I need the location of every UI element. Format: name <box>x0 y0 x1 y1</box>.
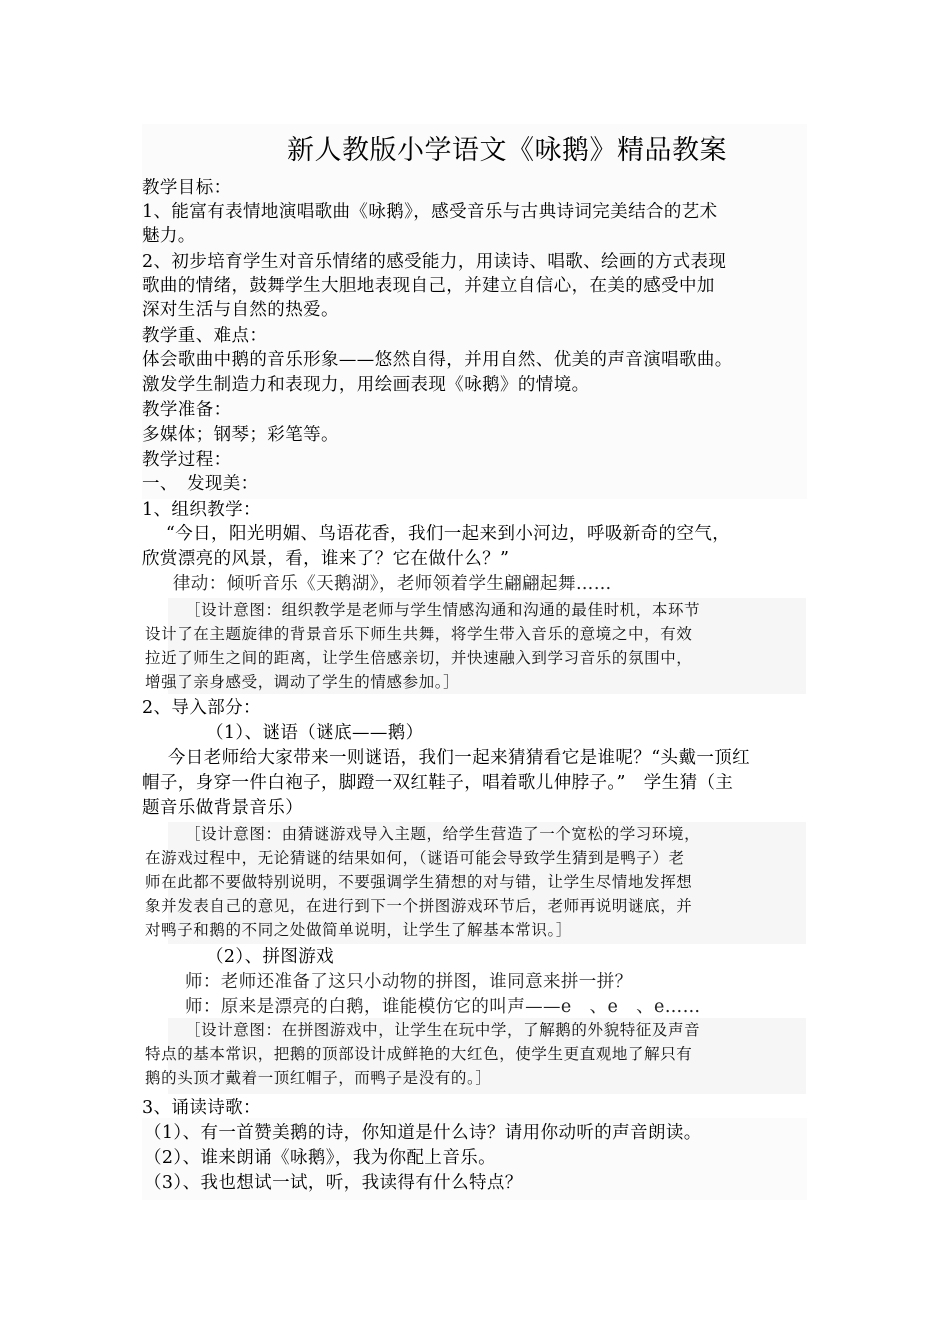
subsection-heading: 3、诵读诗歌： <box>142 1098 261 1118</box>
paragraph-line: 多媒体；钢琴；彩笔等。 <box>142 425 339 445</box>
design-note-line: 拉近了师生之间的距离，让学生倍感亲切，并快速融入到学习音乐的氛围中， <box>145 649 693 667</box>
paragraph-line: 体会歌曲中鹅的音乐形象——悠然自得，并用自然、优美的声音演唱歌曲。 <box>142 350 733 370</box>
paragraph-line: 律动：倾听音乐《天鹅湖》，老师领着学生翩翩起舞…… <box>155 574 612 594</box>
design-note-line: 增强了亲身感受，调动了学生的情感参加。］ <box>145 673 460 691</box>
design-note-line: 对鸭子和鹅的不同之处做简单说明，让学生了解基本常识。］ <box>145 921 572 939</box>
paragraph-line: 魅力。 <box>142 226 196 246</box>
subsection-heading: 1、组织教学： <box>142 500 261 520</box>
design-note-line: 鹅的头顶才戴着一顶红帽子，而鸭子是没有的。］ <box>145 1069 492 1087</box>
section-heading: 教学过程： <box>142 450 232 470</box>
subsection-heading: （2）、拼图游戏 <box>206 947 335 967</box>
paragraph-line: 歌曲的情绪，鼓舞学生大胆地表现自己，并建立自信心，在美的感受中加 <box>142 276 715 296</box>
paragraph-line: 欣赏漂亮的风景，看，谁来了？它在做什么？” <box>142 549 510 569</box>
subsection-heading: （1）、谜语（谜底——鹅） <box>206 723 424 743</box>
paragraph-line: 师：老师还准备了这只小动物的拼图，谁同意来拼一拼？ <box>185 972 633 992</box>
page-title: 新人教版小学语文《咏鹅》精品教案 <box>287 135 727 166</box>
design-note-line: ［设计意图：在拼图游戏中，让学生在玩中学，了解鹅的外貌特征及声音 <box>185 1021 701 1039</box>
design-note-line: ［设计意图：组织教学是老师与学生情感沟通和沟通的最佳时机，本环节 <box>185 601 701 619</box>
section-heading: 教学重、难点： <box>142 326 268 346</box>
paragraph-line: 题音乐做背景音乐） <box>142 798 304 818</box>
paragraph-line: 帽子，身穿一件白袍子，脚蹬一双红鞋子，唱着歌儿伸脖子。” 学生猜（主 <box>142 773 734 793</box>
design-note-line: 师在此都不要做特别说明，不要强调学生猜想的对与错，让学生尽情地发挥想 <box>145 873 693 891</box>
subsection-heading: 一、 发现美： <box>142 474 259 494</box>
paragraph-line: 激发学生制造力和表现力，用绘画表现《咏鹅》的情境。 <box>142 375 590 395</box>
list-item: （1）、有一首赞美鹅的诗，你知道是什么诗？请用你动听的声音朗读。 <box>144 1123 702 1143</box>
design-note-line: 在游戏过程中，无论猜谜的结果如何，（谜语可能会导致学生猜到是鸭子）老 <box>145 849 685 867</box>
paragraph-line: “今日，阳光明媚、鸟语花香，我们一起来到小河边，呼吸新奇的空气， <box>148 524 731 544</box>
paragraph-line: 今日老师给大家带来一则谜语，我们一起来猜猜看它是谁呢？“头戴一顶红 <box>150 748 751 768</box>
paragraph-line: 深对生活与自然的热爱。 <box>142 300 339 320</box>
design-note-line: 象并发表自己的意见，在进行到下一个拼图游戏环节后，老师再说明谜底，并 <box>145 897 693 915</box>
paragraph-line: 师：原来是漂亮的白鹅，谁能模仿它的叫声——e 、e 、e…… <box>185 997 701 1017</box>
section-heading: 教学目标： <box>142 178 232 198</box>
section-heading: 教学准备： <box>142 400 232 420</box>
paragraph-line: 1、能富有表情地演唱歌曲《咏鹅》，感受音乐与古典诗词完美结合的艺术 <box>142 202 718 222</box>
list-item: （2）、谁来朗诵《咏鹅》，我为你配上音乐。 <box>144 1148 497 1168</box>
paragraph-line: 2、初步培育学生对音乐情绪的感受能力，用读诗、唱歌、绘画的方式表现 <box>142 252 727 272</box>
subsection-heading: 2、导入部分： <box>142 698 261 718</box>
design-note-line: 特点的基本常识，把鹅的顶部设计成鲜艳的大红色，使学生更直观地了解只有 <box>145 1045 693 1063</box>
design-note-line: 设计了在主题旋律的背景音乐下师生共舞，将学生带入音乐的意境之中，有效 <box>145 625 693 643</box>
design-note-line: ［设计意图：由猜谜游戏导入主题，给学生营造了一个宽松的学习环境， <box>185 825 701 843</box>
list-item: （3）、我也想试一试，听，我读得有什么特点？ <box>144 1173 523 1193</box>
